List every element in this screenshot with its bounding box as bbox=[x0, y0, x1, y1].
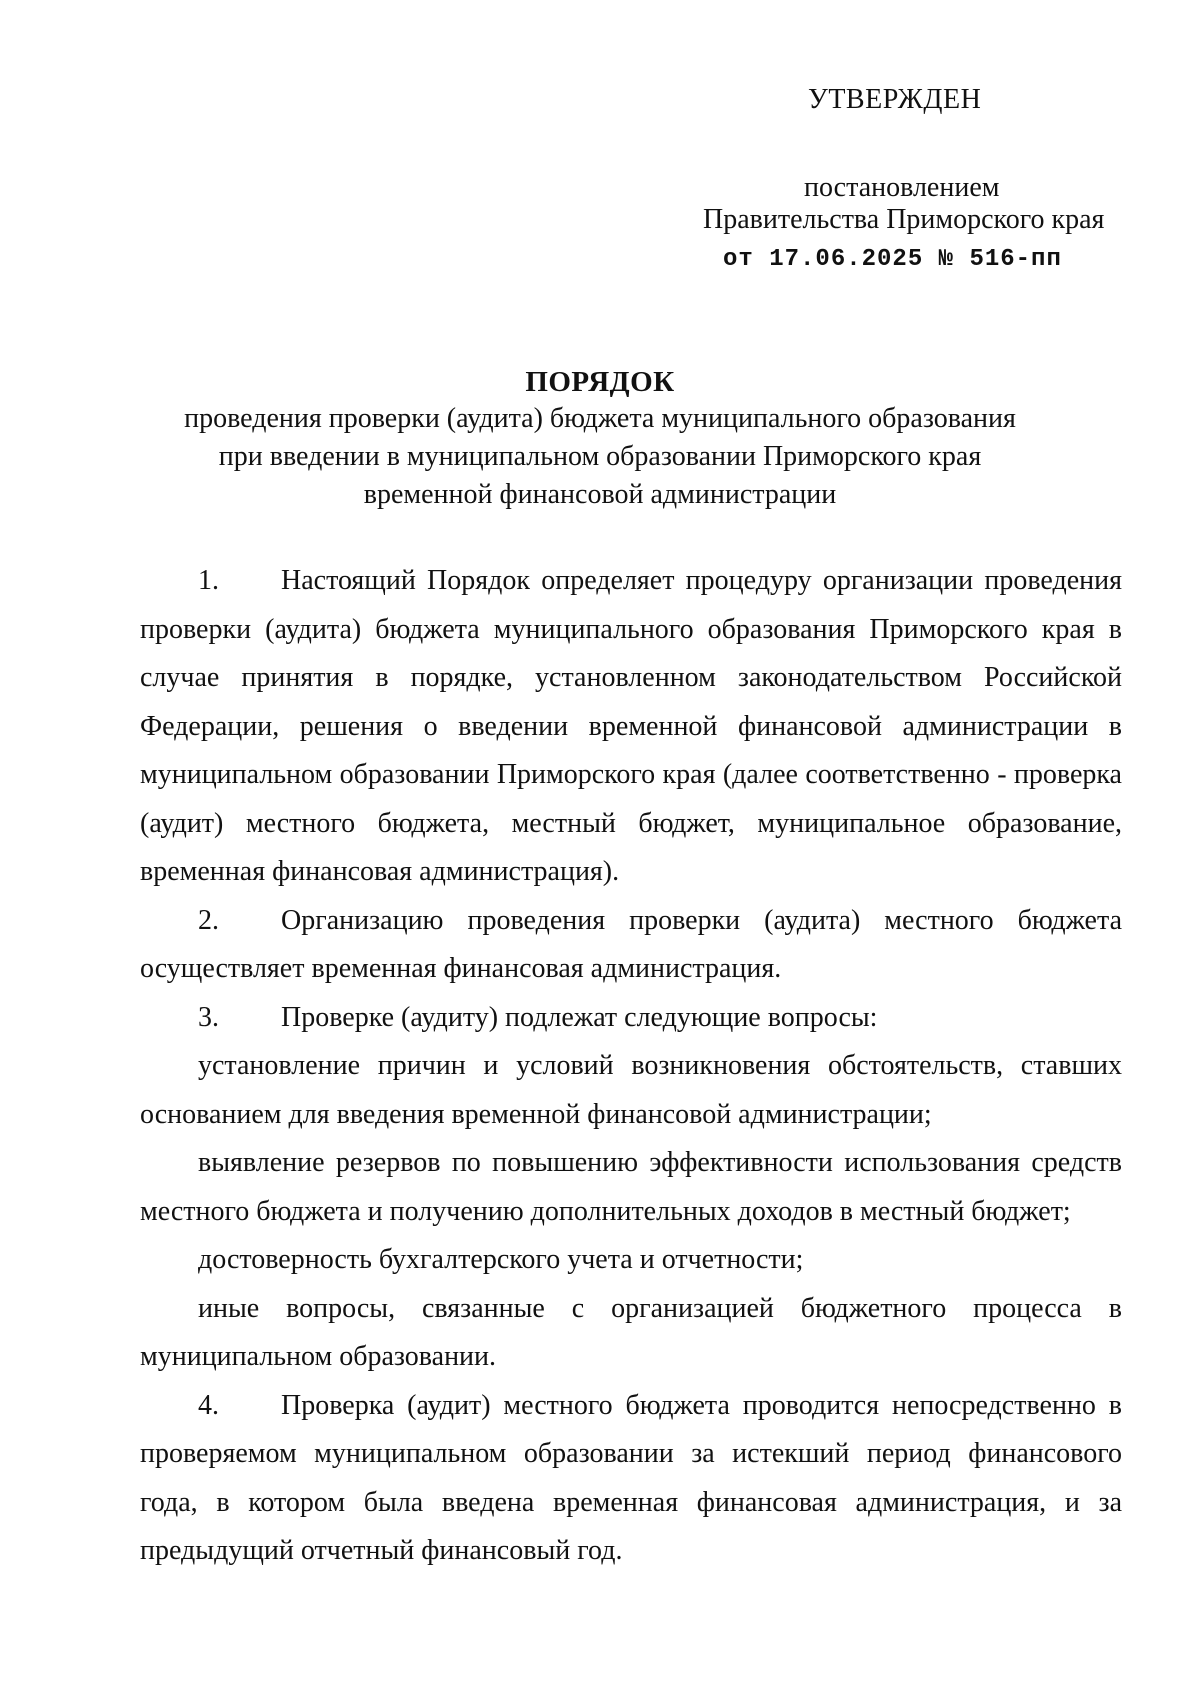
list-item-text: достоверность бухгалтерского учета и отчетности; bbox=[198, 1244, 804, 1275]
paragraph-2 bbox=[140, 897, 1122, 994]
paragraph-1 bbox=[140, 557, 1122, 897]
approval-by-line: постановлением bbox=[804, 172, 1000, 203]
paragraph-number: 3. bbox=[198, 1001, 219, 1033]
list-item-text: иные вопросы, связанные с организацией бюджетного процесса в муниципальном образовании. bbox=[140, 1292, 1122, 1372]
paragraph-text: Проверке (аудиту) подлежат следующие вопросы: bbox=[281, 1001, 878, 1033]
paragraph-text: Настоящий Порядок определяет процедуру организации проведения проверки (аудита) бюджета муниципального образования Приморского края в случае принятия в порядке, установленном законодательством Российской Федерации, решения о введении временной финансовой администрации в муниципальном образовании Приморского края (далее соответственно - проверка (аудит) местного бюджета, местный бюджет, муниципальное образование, временная финансовая администрация). bbox=[140, 565, 1122, 887]
paragraph-number: 1. bbox=[198, 565, 219, 596]
document-body bbox=[140, 557, 1122, 1576]
document-title: ПОРЯДОК bbox=[525, 366, 675, 398]
approval-heading: УТВЕРЖДЕН bbox=[808, 84, 982, 115]
list-item-text: установление причин и условий возникновения обстоятельств, ставших основанием для введения временной финансовой администрации; bbox=[140, 1050, 1122, 1130]
paragraph-number: 2. bbox=[198, 904, 219, 936]
paragraph-number: 4. bbox=[198, 1389, 219, 1421]
paragraph-4 bbox=[140, 1382, 1122, 1576]
list-item-accounting bbox=[140, 1236, 1122, 1285]
paragraph-text: Проверка (аудит) местного бюджета проводится непосредственно в проверяемом муниципальном образовании за истекший период финансового года, в котором была введена временная финансовая администрация, и за предыдущий отчетный финансовый год. bbox=[140, 1389, 1122, 1566]
list-item-other bbox=[140, 1285, 1122, 1382]
list-item-causes bbox=[140, 1042, 1122, 1139]
approval-date-number: от 17.06.2025 № 516-пп bbox=[723, 246, 1062, 273]
approval-authority: Правительства Приморского края bbox=[703, 204, 1105, 235]
paragraph-text: Организацию проведения проверки (аудита) местного бюджета осуществляет временная финансовая администрация. bbox=[140, 904, 1122, 984]
list-item-reserves bbox=[140, 1139, 1122, 1236]
list-item-text: выявление резервов по повышению эффективности использования средств местного бюджета и получению дополнительных доходов в местный бюджет; bbox=[140, 1147, 1122, 1227]
document-subtitle: проведения проверки (аудита) бюджета муниципального образования при введении в муниципальном образовании Приморского края временной финансовой администрации bbox=[184, 403, 1016, 510]
paragraph-3 bbox=[140, 994, 1122, 1043]
